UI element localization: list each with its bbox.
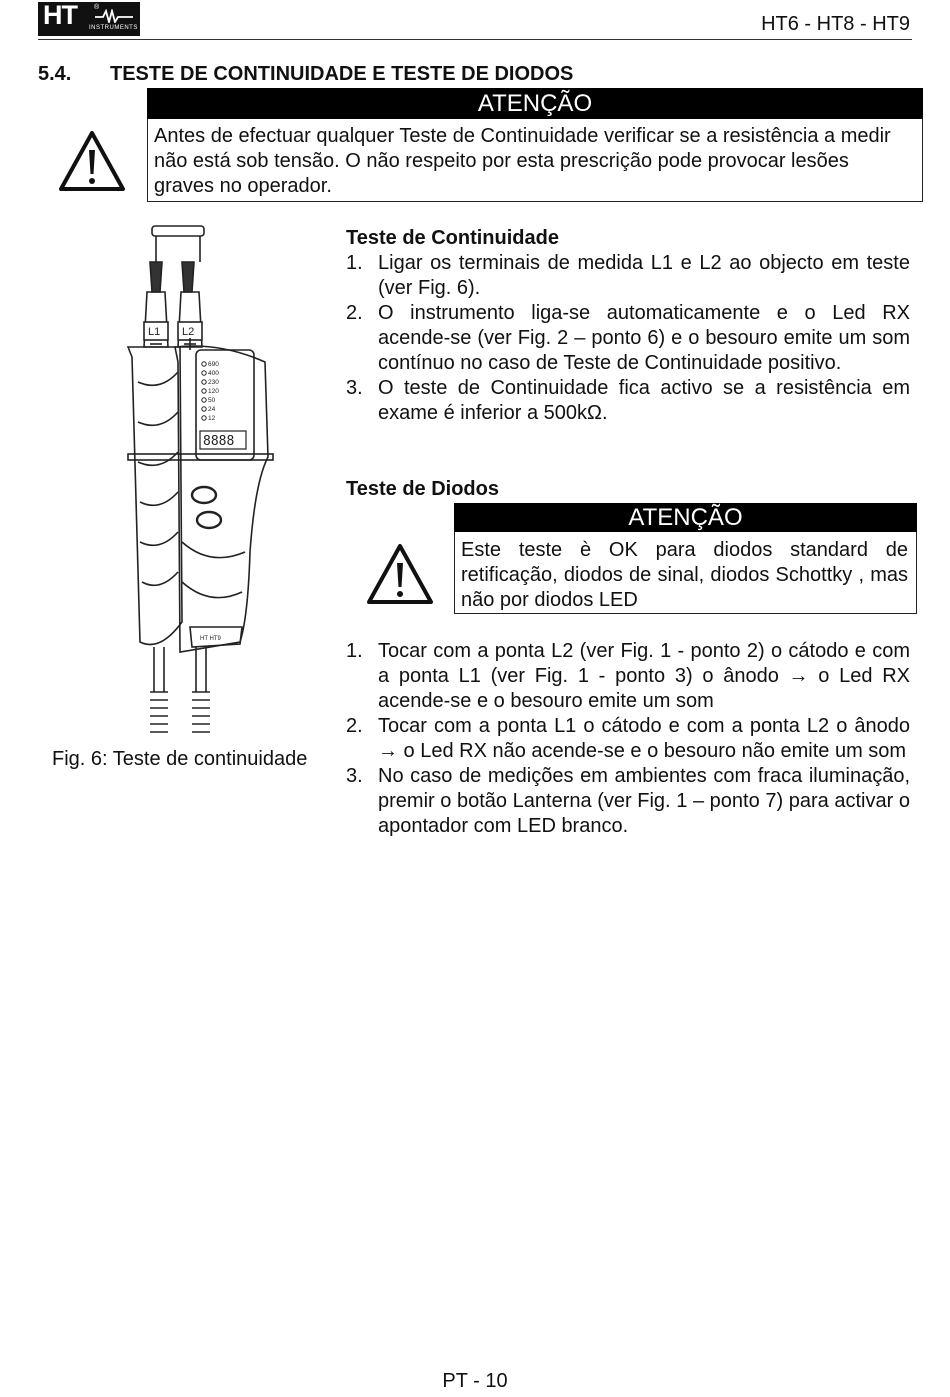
brand-logo bbox=[38, 2, 140, 36]
step-number: 2. bbox=[346, 302, 363, 324]
warning-triangle-icon bbox=[58, 130, 126, 192]
list-item bbox=[346, 376, 910, 426]
tester-illustration bbox=[120, 222, 280, 742]
probe-label-l2: L2 bbox=[182, 326, 195, 338]
section-number: 5.4. bbox=[38, 63, 72, 85]
led-label: 400 bbox=[208, 370, 219, 377]
step-text: No caso de medições em ambientes com fraca iluminação, premir o botão Lanterna (ver Fig. 1 – ponto 7) para activar o apontador com LED branco. bbox=[378, 765, 910, 837]
logo-subtitle: INSTRUMENTS bbox=[89, 25, 138, 31]
list-item bbox=[346, 764, 910, 839]
list-item bbox=[346, 714, 910, 764]
led-label: 24 bbox=[208, 406, 216, 413]
step-number: 3. bbox=[346, 765, 363, 787]
step-text: O instrumento liga-se automaticamente e o Led RX acende-se (ver Fig. 2 – ponto 6) e o besouro emite um som contínuo no caso de Teste de Continuidade positivo. bbox=[378, 302, 910, 374]
led-label: 120 bbox=[208, 388, 219, 395]
lcd-value: 8888 bbox=[203, 434, 235, 449]
diodes-steps bbox=[346, 639, 910, 839]
diodes-warning-title: ATENÇÃO bbox=[454, 503, 917, 532]
step-text: O teste de Continuidade fica activo se a resistência em exame é inferior a 500kΩ. bbox=[378, 377, 910, 424]
waveform-icon bbox=[95, 9, 135, 23]
page-number: PT - 10 bbox=[442, 1370, 508, 1392]
step-number: 1. bbox=[346, 252, 363, 274]
section-title bbox=[38, 63, 573, 86]
step-text: Tocar com a ponta L1 o cátodo e com a ponta L2 o ânodo → o Led RX não acende-se e o besouro não emite um som bbox=[378, 715, 910, 762]
led-label: 12 bbox=[208, 415, 216, 422]
probe-label-l1: L1 bbox=[148, 326, 161, 338]
warning-triangle-icon bbox=[366, 543, 434, 605]
figure-caption: Fig. 6: Teste de continuidade bbox=[52, 748, 308, 770]
list-item bbox=[346, 639, 910, 714]
warning-title: ATENÇÃO bbox=[147, 88, 923, 119]
registered-mark: ® bbox=[94, 4, 100, 11]
header-models: HT6 - HT8 - HT9 bbox=[761, 13, 910, 35]
continuity-heading: Teste de Continuidade bbox=[346, 227, 559, 249]
step-text: Tocar com a ponta L2 (ver Fig. 1 - ponto 2) o cátodo e com a ponta L1 (ver Fig. 1 - ponto 3) o ânodo → o Led RX acende-se e o besouro emite um som bbox=[378, 640, 910, 712]
logo-text: HT bbox=[43, 0, 77, 30]
body-brand: HT HT9 bbox=[200, 636, 221, 642]
header-divider bbox=[38, 39, 912, 40]
list-item bbox=[346, 301, 910, 376]
list-item bbox=[346, 251, 910, 301]
warning-text: Antes de efectuar qualquer Teste de Continuidade verificar se a resistência a medir não está sob tensão. O não respeito por esta prescrição pode provocar lesões graves no operador. bbox=[154, 125, 891, 197]
step-number: 2. bbox=[346, 715, 363, 737]
diodes-heading: Teste de Diodos bbox=[346, 478, 499, 500]
diodes-warning-text: Este teste è OK para diodos standard de retificação, diodos de sinal, diodos Schottky , mas não por diodos LED bbox=[461, 539, 908, 611]
led-label: 50 bbox=[208, 397, 216, 404]
led-label: 690 bbox=[208, 361, 219, 368]
step-number: 1. bbox=[346, 640, 363, 662]
continuity-steps bbox=[346, 251, 910, 426]
section-title-text: TESTE DE CONTINUIDADE E TESTE DE DIODOS bbox=[110, 63, 574, 85]
step-number: 3. bbox=[346, 377, 363, 399]
led-label: 230 bbox=[208, 379, 219, 386]
step-text: Ligar os terminais de medida L1 e L2 ao objecto em teste (ver Fig. 6). bbox=[378, 252, 910, 299]
